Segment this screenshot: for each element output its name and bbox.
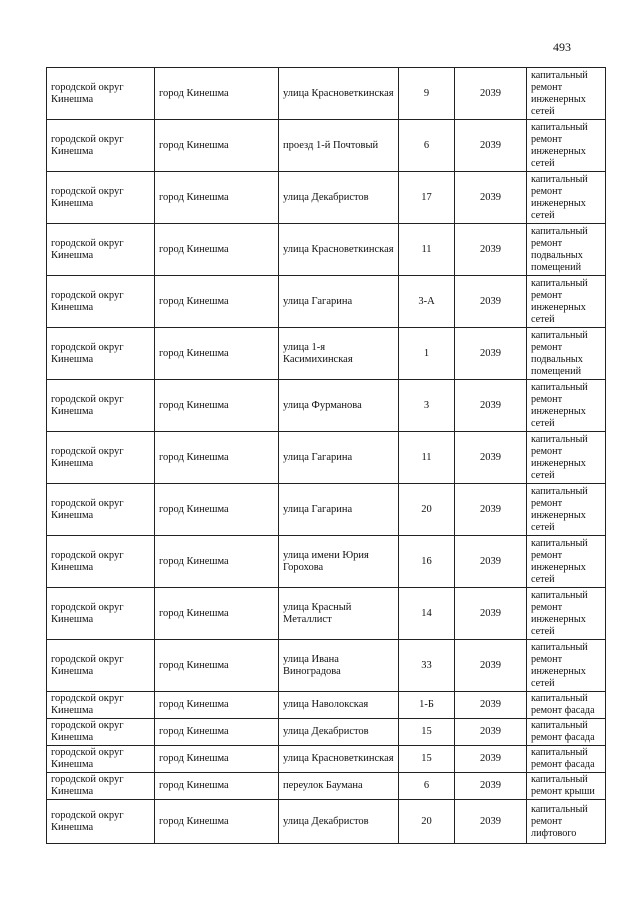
work-type-cell: капитальный ремонт подвальных помещений — [527, 224, 606, 276]
table-row — [47, 588, 606, 640]
street-cell: улица 1-я Касимихинская — [279, 328, 399, 380]
settlement-cell: город Кинешма — [155, 746, 279, 773]
settlement-cell: город Кинешма — [155, 172, 279, 224]
table-row — [47, 484, 606, 536]
municipality-cell: городской округ Кинешма — [47, 432, 155, 484]
settlement-cell: город Кинешма — [155, 68, 279, 120]
table-row — [47, 536, 606, 588]
house-number-cell: 1 — [399, 328, 455, 380]
work-type-cell: капитальный ремонт инженерных сетей — [527, 276, 606, 328]
settlement-cell: город Кинешма — [155, 224, 279, 276]
table-row — [47, 746, 606, 773]
street-cell: улица Фурманова — [279, 380, 399, 432]
work-type-cell: капитальный ремонт инженерных сетей — [527, 172, 606, 224]
year-cell: 2039 — [455, 800, 527, 844]
house-number-cell: 16 — [399, 536, 455, 588]
table-row — [47, 172, 606, 224]
municipality-cell: городской округ Кинешма — [47, 224, 155, 276]
municipality-cell: городской округ Кинешма — [47, 773, 155, 800]
table-row — [47, 773, 606, 800]
house-number-cell: 20 — [399, 484, 455, 536]
municipality-cell: городской округ Кинешма — [47, 536, 155, 588]
year-cell: 2039 — [455, 484, 527, 536]
street-cell: улица Красноветкинская — [279, 224, 399, 276]
street-cell: улица Гагарина — [279, 276, 399, 328]
page-number: 493 — [553, 40, 571, 54]
house-number-cell: 15 — [399, 719, 455, 746]
house-number-cell: 6 — [399, 120, 455, 172]
settlement-cell: город Кинешма — [155, 640, 279, 692]
municipality-cell: городской округ Кинешма — [47, 120, 155, 172]
year-cell: 2039 — [455, 773, 527, 800]
house-number-cell: 6 — [399, 773, 455, 800]
year-cell: 2039 — [455, 172, 527, 224]
municipality-cell: городской округ Кинешма — [47, 328, 155, 380]
house-number-cell: 11 — [399, 432, 455, 484]
table-row — [47, 276, 606, 328]
year-cell: 2039 — [455, 432, 527, 484]
work-type-cell: капитальный ремонт фасада — [527, 746, 606, 773]
table-row — [47, 380, 606, 432]
work-type-cell: капитальный ремонт инженерных сетей — [527, 432, 606, 484]
street-cell: улица имени Юрия Горохова — [279, 536, 399, 588]
settlement-cell: город Кинешма — [155, 588, 279, 640]
settlement-cell: город Кинешма — [155, 276, 279, 328]
year-cell: 2039 — [455, 719, 527, 746]
year-cell: 2039 — [455, 276, 527, 328]
municipality-cell: городской округ Кинешма — [47, 68, 155, 120]
settlement-cell: город Кинешма — [155, 719, 279, 746]
settlement-cell: город Кинешма — [155, 120, 279, 172]
table-row — [47, 224, 606, 276]
settlement-cell: город Кинешма — [155, 328, 279, 380]
work-type-cell: капитальный ремонт лифтового — [527, 800, 606, 844]
municipality-cell: городской округ Кинешма — [47, 640, 155, 692]
settlement-cell: город Кинешма — [155, 773, 279, 800]
year-cell: 2039 — [455, 588, 527, 640]
municipality-cell: городской округ Кинешма — [47, 692, 155, 719]
year-cell: 2039 — [455, 380, 527, 432]
house-number-cell: 14 — [399, 588, 455, 640]
settlement-cell: город Кинешма — [155, 536, 279, 588]
year-cell: 2039 — [455, 640, 527, 692]
street-cell: улица Гагарина — [279, 484, 399, 536]
year-cell: 2039 — [455, 68, 527, 120]
work-type-cell: капитальный ремонт фасада — [527, 719, 606, 746]
settlement-cell: город Кинешма — [155, 380, 279, 432]
table-row — [47, 68, 606, 120]
street-cell: улица Декабристов — [279, 800, 399, 844]
table-row — [47, 328, 606, 380]
year-cell: 2039 — [455, 328, 527, 380]
municipality-cell: городской округ Кинешма — [47, 800, 155, 844]
house-number-cell: 17 — [399, 172, 455, 224]
work-type-cell: капитальный ремонт инженерных сетей — [527, 588, 606, 640]
settlement-cell: город Кинешма — [155, 484, 279, 536]
street-cell: улица Декабристов — [279, 172, 399, 224]
table-row — [47, 640, 606, 692]
work-type-cell: капитальный ремонт крыши — [527, 773, 606, 800]
street-cell: переулок Баумана — [279, 773, 399, 800]
settlement-cell: город Кинешма — [155, 692, 279, 719]
street-cell: улица Декабристов — [279, 719, 399, 746]
house-number-cell: 3 — [399, 380, 455, 432]
year-cell: 2039 — [455, 692, 527, 719]
work-type-cell: капитальный ремонт фасада — [527, 692, 606, 719]
table-row — [47, 719, 606, 746]
table-body — [47, 68, 606, 844]
house-number-cell: 9 — [399, 68, 455, 120]
settlement-cell: город Кинешма — [155, 800, 279, 844]
work-type-cell: капитальный ремонт подвальных помещений — [527, 328, 606, 380]
street-cell: улица Ивана Виноградова — [279, 640, 399, 692]
year-cell: 2039 — [455, 224, 527, 276]
street-cell: проезд 1-й Почтовый — [279, 120, 399, 172]
municipality-cell: городской округ Кинешма — [47, 172, 155, 224]
street-cell: улица Красноветкинская — [279, 68, 399, 120]
work-type-cell: капитальный ремонт инженерных сетей — [527, 120, 606, 172]
housing-repair-table — [46, 67, 606, 844]
municipality-cell: городской округ Кинешма — [47, 484, 155, 536]
year-cell: 2039 — [455, 536, 527, 588]
work-type-cell: капитальный ремонт инженерных сетей — [527, 536, 606, 588]
work-type-cell: капитальный ремонт инженерных сетей — [527, 484, 606, 536]
house-number-cell: 33 — [399, 640, 455, 692]
municipality-cell: городской округ Кинешма — [47, 719, 155, 746]
table-row — [47, 432, 606, 484]
table-row — [47, 120, 606, 172]
municipality-cell: городской округ Кинешма — [47, 746, 155, 773]
house-number-cell: 1-Б — [399, 692, 455, 719]
year-cell: 2039 — [455, 120, 527, 172]
municipality-cell: городской округ Кинешма — [47, 588, 155, 640]
work-type-cell: капитальный ремонт инженерных сетей — [527, 380, 606, 432]
house-number-cell: 3-А — [399, 276, 455, 328]
house-number-cell: 15 — [399, 746, 455, 773]
street-cell: улица Гагарина — [279, 432, 399, 484]
street-cell: улица Красный Металлист — [279, 588, 399, 640]
settlement-cell: город Кинешма — [155, 432, 279, 484]
municipality-cell: городской округ Кинешма — [47, 380, 155, 432]
year-cell: 2039 — [455, 746, 527, 773]
work-type-cell: капитальный ремонт инженерных сетей — [527, 68, 606, 120]
table-row — [47, 692, 606, 719]
table-row — [47, 800, 606, 844]
street-cell: улица Наволокская — [279, 692, 399, 719]
street-cell: улица Красноветкинская — [279, 746, 399, 773]
work-type-cell: капитальный ремонт инженерных сетей — [527, 640, 606, 692]
house-number-cell: 11 — [399, 224, 455, 276]
municipality-cell: городской округ Кинешма — [47, 276, 155, 328]
house-number-cell: 20 — [399, 800, 455, 844]
